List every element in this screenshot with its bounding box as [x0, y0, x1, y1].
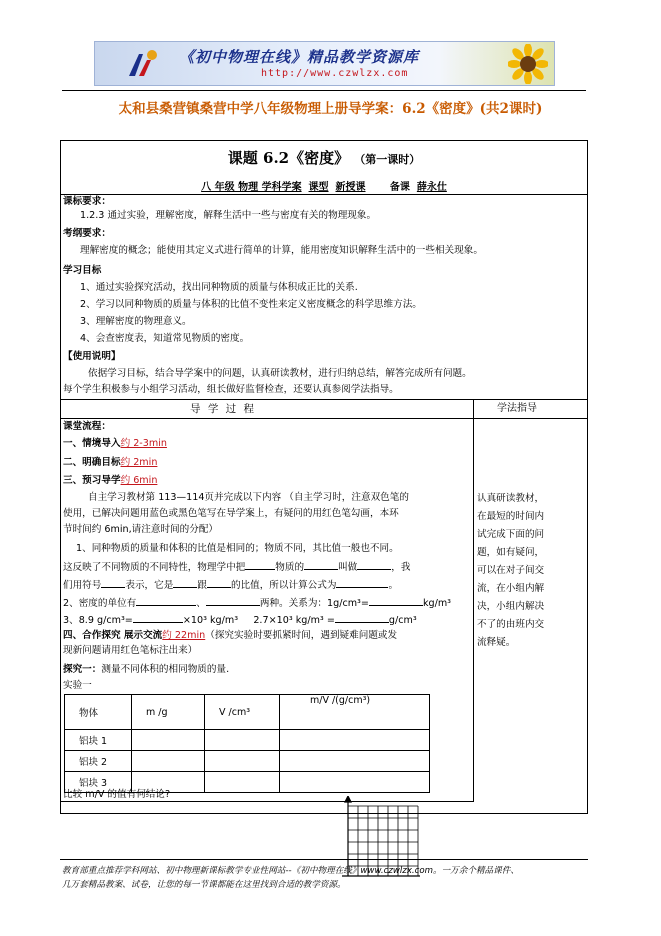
experiment-label: 实验一: [63, 680, 92, 691]
step-4: 四、合作探究 展示交流约 22min（探究实验时要抓紧时间，遇到疑难问题或发: [63, 630, 398, 641]
goal-item: 1、通过实验探究活动，找出同种物质的质量与体积成正比的关系.: [80, 282, 358, 293]
answer-blank[interactable]: [336, 578, 388, 588]
answer-blank[interactable]: [304, 560, 338, 570]
answer-blank[interactable]: [101, 578, 125, 588]
table-cell[interactable]: [280, 730, 430, 751]
standards-heading: 课标要求：: [63, 196, 111, 207]
usage-line: 依据学习目标，结合导学案中的问题，认真研读教材，进行归纳总结，解答完成所有问题。: [88, 368, 472, 379]
header-divider: [62, 90, 586, 91]
step-time: 约 6min: [120, 475, 158, 486]
preview-text: 节时间约 6min,请注意时间的分配）: [63, 524, 219, 535]
table-cell: 铝块 2: [65, 751, 132, 772]
table-row: [65, 751, 430, 772]
table-cell[interactable]: [280, 751, 430, 772]
preview-text: 使用，已解决问题用蓝色或黑色笔写在导学案上，有疑问的用红色笔勾画，本环: [63, 508, 399, 519]
table-header: m/V /(g/cm³): [280, 695, 430, 730]
step-label: 三、预习导学: [63, 475, 121, 486]
divider: [60, 418, 588, 419]
table-header: V /cm³: [205, 695, 280, 730]
table-cell[interactable]: [205, 751, 280, 772]
goal-item: 4、会查密度表，知道常见物质的密度。: [80, 333, 250, 344]
column-divider: [473, 399, 474, 801]
footer-line: 几万套精品教案、试卷，让您的每一节课都能在这里找到合适的教学资源。: [62, 880, 346, 890]
banner-title: 《初中物理在线》精品教学资源库: [179, 48, 420, 66]
usage-heading: 【使用说明】: [63, 351, 121, 362]
explore-1: 探究一：测量不同体积的相同物质的量.: [63, 664, 230, 675]
answer-blank[interactable]: [207, 578, 231, 588]
meta-author-label: 备课: [389, 182, 410, 193]
step-time: 约 22min: [162, 630, 206, 641]
lesson-subtitle: （第一课时）: [354, 153, 421, 166]
preview-text: 自主学习教材第 113—114页并完成以下内容 （自主学习时，注意双色笔的: [88, 492, 409, 503]
question-1-blanks: 们用符号 表示，它是 跟 的比值，所以计算公式为 。: [63, 580, 399, 591]
column-process-header: 导 学 过 程: [190, 403, 257, 415]
table-cell[interactable]: [205, 730, 280, 751]
table-header: m /g: [132, 695, 205, 730]
goal-item: 3、理解密度的物理意义。: [80, 316, 192, 327]
standards-text: 1.2.3 通过实验，理解密度，解释生活中一些与密度有关的物理现象。: [80, 210, 377, 221]
table-header: 物体: [65, 695, 132, 730]
site-logo-icon: [125, 46, 161, 82]
divider: [60, 194, 588, 195]
table-cell[interactable]: [132, 730, 205, 751]
table-cell[interactable]: [132, 751, 205, 772]
question-2: 2、密度的单位有 、 两种。关系为：1g/cm³= kg/m³: [63, 598, 452, 609]
lesson-heading: [60, 147, 588, 168]
usage-line: 每个学生积极参与小组学习活动，组长做好监督检查，还要认真参阅学法指导。: [63, 384, 399, 395]
answer-blank[interactable]: [136, 596, 196, 606]
process-heading: 课堂流程：: [63, 421, 111, 432]
step-label: 二、明确目标: [63, 457, 121, 468]
table-header-row: [65, 695, 430, 730]
answer-blank[interactable]: [245, 560, 275, 570]
lesson-title: 课题 6.2《密度》: [227, 149, 350, 167]
conclusion-question: 比较 m/V 的值有何结论?: [63, 789, 171, 800]
question-1-blanks: 这反映了不同物质的不同特性，物理学中把 物质的 叫做 ，我: [63, 562, 411, 573]
exam-heading: 考纲要求：: [63, 228, 111, 239]
meta-type-label: 课型: [308, 182, 329, 193]
column-method-header: 学法指导: [497, 403, 537, 414]
document-title: 太和县桑营镇桑营中学八年级物理上册导学案：6.2《密度》(共2课时): [118, 101, 543, 117]
site-banner: [94, 41, 555, 86]
step-time: 约 2-3min: [120, 438, 167, 449]
question-3: 3、8.9 g/cm³= ×10³ kg/m³ 2.7×10³ kg/m³ = g/cm³: [63, 615, 417, 626]
table-cell: 铝块 3: [65, 772, 132, 793]
answer-blank[interactable]: [206, 596, 260, 606]
meta-author: 薛永仕: [416, 182, 447, 193]
divider: [60, 399, 588, 400]
answer-blank[interactable]: [173, 578, 197, 588]
meta-grade: 八 年级 物理 学科学案: [201, 182, 302, 193]
table-cell: 铝块 1: [65, 730, 132, 751]
banner-url: http://www.czwlzx.com: [261, 68, 409, 79]
goal-item: 2、学习以同种物质的质量与体积的比值不变性来定义密度概念的科学思维方法。: [80, 299, 422, 310]
table-row: [65, 730, 430, 751]
exam-text: 理解密度的概念；能使用其定义式进行简单的计算，能用密度知识解释生活中的一些相关现象。: [80, 245, 483, 256]
step-label: 四、合作探究 展示交流: [63, 630, 163, 641]
answer-blank[interactable]: [357, 560, 391, 570]
table-cell[interactable]: [205, 772, 280, 793]
question-1: 1、同种物质的质量和体积的比值是相同的；物质不同，其比值一般也不同。: [76, 543, 399, 554]
answer-blank[interactable]: [369, 596, 423, 606]
goals-heading: 学习目标: [63, 265, 102, 276]
step-label: 一、情境导入: [63, 438, 121, 449]
step-4-note: 现新问题请用红色笔标注出来）: [63, 645, 198, 656]
sunflower-icon: [508, 44, 548, 84]
meta-type: 新授课: [335, 182, 366, 193]
table-cell[interactable]: [280, 772, 430, 793]
step-time: 约 2min: [120, 457, 158, 468]
answer-blank[interactable]: [335, 613, 389, 623]
footer-divider: [60, 859, 588, 860]
experiment-table: [64, 694, 430, 793]
footer-line: 教育部重点推荐学科网站、初中物理新课标教学专业性网站--《初中物理在线》www.czwlzx.com。一万余个精品课件、: [62, 866, 519, 876]
lesson-meta: [60, 178, 588, 193]
answer-blank[interactable]: [133, 613, 183, 623]
